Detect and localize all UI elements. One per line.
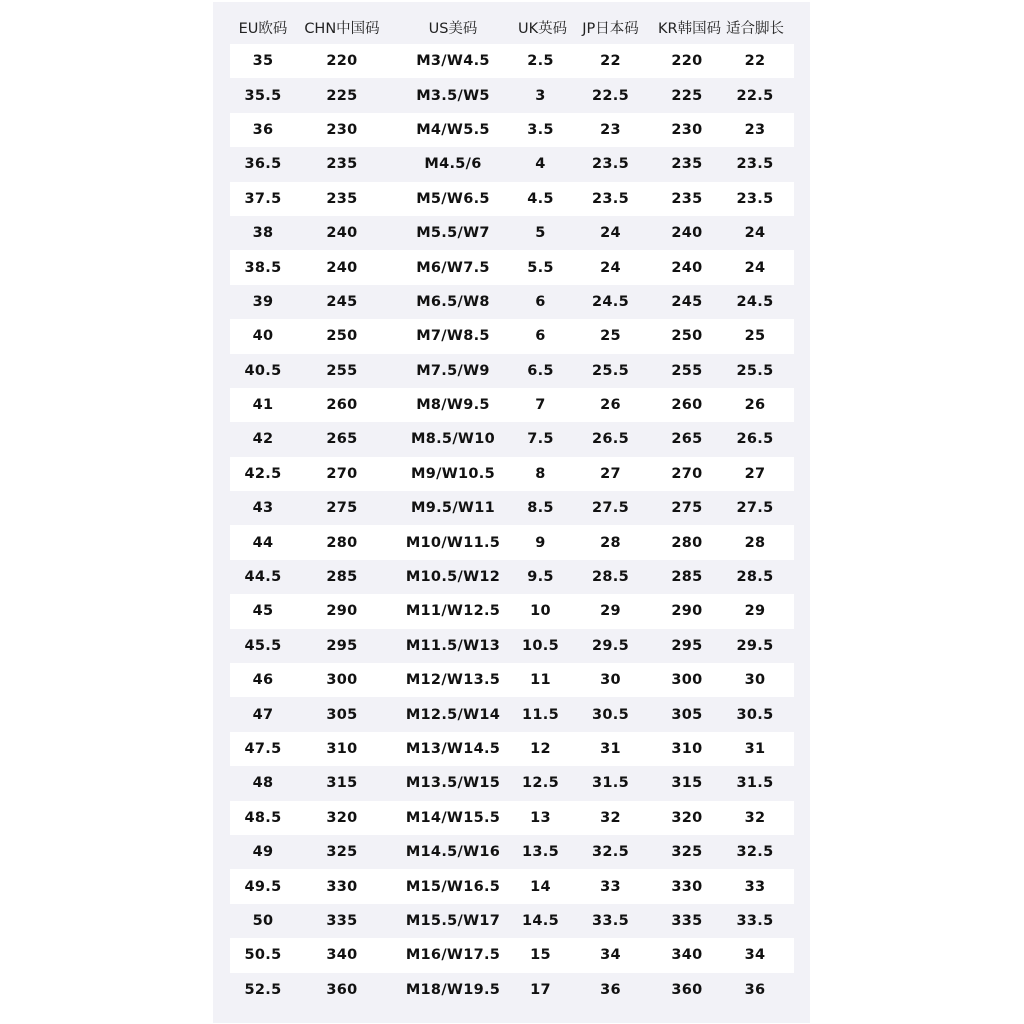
cell-foot-length: 24: [744, 225, 766, 242]
cell-uk: 13.5: [522, 844, 559, 861]
cell-foot-length: 34: [744, 947, 766, 964]
cell-kr: 280: [671, 534, 703, 551]
cell-kr: 220: [671, 53, 703, 70]
cell-chn: 270: [326, 465, 358, 482]
table-row: [230, 697, 794, 731]
cell-eu: 49: [252, 844, 274, 861]
cell-foot-length: 23.5: [736, 156, 774, 173]
cell-us: M4/W5.5: [416, 121, 490, 138]
cell-jp: 29: [600, 603, 621, 620]
cell-chn: 320: [326, 809, 358, 826]
cell-kr: 260: [671, 397, 703, 414]
table-row: [230, 869, 794, 903]
cell-kr: 325: [671, 844, 703, 861]
cell-kr: 255: [671, 362, 703, 379]
cell-chn: 300: [326, 672, 358, 689]
cell-uk: 14.5: [522, 912, 559, 929]
cell-chn: 310: [326, 741, 358, 757]
cell-eu: 50.5: [244, 947, 282, 964]
cell-chn: 240: [326, 259, 358, 276]
size-chart-table: [230, 10, 794, 1007]
table-header-row: [230, 10, 794, 44]
cell-foot-length: 31.5: [736, 775, 774, 792]
cell-us: M13.5/W15: [405, 775, 501, 792]
cell-kr: 285: [671, 569, 703, 586]
cell-kr: 330: [671, 878, 703, 895]
cell-kr: 300: [671, 672, 703, 689]
cell-us: M8/W9.5: [416, 397, 490, 414]
cell-eu: 40: [252, 328, 274, 345]
cell-kr: 290: [671, 603, 703, 620]
cell-chn: 315: [326, 775, 358, 792]
cell-us: M15.5/W17: [405, 912, 501, 929]
cell-eu: 36.5: [244, 156, 282, 173]
cell-uk: 2.5: [527, 53, 554, 70]
cell-kr: 265: [671, 431, 703, 448]
cell-us: M14.5/W16: [405, 844, 501, 861]
cell-kr: 225: [671, 87, 703, 104]
cell-jp: 31: [600, 741, 621, 757]
cell-foot-length: 26: [744, 397, 766, 414]
cell-eu: 48: [252, 775, 274, 792]
cell-us: M9/W10.5: [411, 465, 495, 482]
header-kr: KR韩国码: [658, 20, 722, 37]
cell-chn: 230: [326, 121, 358, 138]
cell-chn: 235: [326, 190, 358, 207]
table-row: [230, 594, 794, 628]
table-row: [230, 835, 794, 869]
cell-foot-length: 27: [744, 465, 766, 482]
cell-us: M5/W6.5: [416, 190, 490, 207]
cell-uk: 11.5: [522, 706, 559, 723]
cell-kr: 315: [671, 775, 703, 792]
cell-jp: 32.5: [592, 844, 629, 861]
cell-foot-length: 32.5: [736, 844, 774, 861]
cell-kr: 270: [671, 465, 703, 482]
cell-jp: 23: [600, 121, 621, 138]
cell-jp: 23.5: [592, 190, 629, 207]
cell-chn: 260: [326, 397, 358, 414]
cell-uk: 5: [535, 225, 546, 242]
cell-kr: 240: [671, 225, 703, 242]
cell-jp: 24.5: [592, 293, 629, 310]
cell-us: M11.5/W13: [405, 637, 501, 654]
table-row: [230, 801, 794, 835]
cell-jp: 24: [600, 259, 621, 276]
cell-kr: 235: [671, 190, 703, 207]
table-row: [230, 147, 794, 181]
cell-chn: 295: [326, 637, 358, 654]
cell-eu: 44: [252, 534, 274, 551]
cell-foot-length: 26.5: [736, 431, 774, 448]
cell-us: M18/W19.5: [405, 981, 501, 998]
table-row: [230, 44, 794, 78]
cell-eu: 36: [252, 121, 274, 138]
cell-foot-length: 24: [744, 259, 766, 276]
cell-foot-length: 25.5: [736, 362, 774, 379]
cell-jp: 33: [600, 878, 621, 895]
cell-uk: 10: [530, 603, 551, 620]
table-row: [230, 938, 794, 972]
size-chart-panel: [213, 2, 810, 1023]
cell-kr: 250: [671, 328, 703, 345]
cell-uk: 14: [530, 878, 551, 895]
table-row: [230, 491, 794, 525]
cell-eu: 40.5: [244, 362, 282, 379]
cell-uk: 10.5: [522, 637, 559, 654]
cell-foot-length: 33.5: [736, 912, 774, 929]
cell-uk: 3: [535, 87, 546, 104]
cell-eu: 37.5: [244, 190, 282, 207]
cell-uk: 8: [535, 465, 546, 482]
cell-foot-length: 23: [744, 121, 766, 138]
cell-uk: 6: [535, 328, 546, 345]
cell-chn: 305: [326, 706, 358, 723]
cell-chn: 225: [326, 87, 358, 104]
cell-uk: 4.5: [527, 190, 554, 207]
cell-eu: 38.5: [244, 259, 282, 276]
table-row: [230, 422, 794, 456]
cell-eu: 44.5: [244, 569, 282, 586]
table-row: [230, 78, 794, 112]
cell-eu: 35: [252, 53, 274, 70]
cell-kr: 360: [671, 981, 703, 998]
cell-foot-length: 23.5: [736, 190, 774, 207]
cell-eu: 41: [252, 397, 274, 414]
cell-jp: 22: [600, 53, 621, 70]
cell-uk: 11: [530, 672, 551, 689]
cell-kr: 305: [671, 706, 703, 723]
header-us: US美码: [428, 20, 478, 37]
cell-uk: 9: [535, 534, 546, 551]
table-row: [230, 113, 794, 147]
cell-kr: 295: [671, 637, 703, 654]
cell-uk: 5.5: [527, 259, 554, 276]
cell-chn: 250: [326, 328, 358, 345]
cell-eu: 45.5: [244, 637, 282, 654]
cell-us: M6/W7.5: [416, 259, 490, 276]
cell-uk: 3.5: [527, 121, 554, 138]
cell-uk: 12: [530, 741, 551, 757]
table-row: [230, 354, 794, 388]
cell-foot-length: 28: [744, 534, 766, 551]
table-row: [230, 629, 794, 663]
cell-jp: 23.5: [592, 156, 629, 173]
cell-foot-length: 24.5: [736, 293, 774, 310]
cell-chn: 240: [326, 225, 358, 242]
cell-foot-length: 29: [744, 603, 766, 620]
cell-foot-length: 32: [744, 809, 766, 826]
cell-us: M6.5/W8: [416, 293, 490, 310]
cell-jp: 24: [600, 225, 621, 242]
cell-kr: 335: [671, 912, 703, 929]
cell-jp: 29.5: [592, 637, 629, 654]
cell-us: M16/W17.5: [405, 947, 501, 964]
cell-foot-length: 30: [744, 672, 766, 689]
table-body: [230, 44, 794, 1007]
table-row: [230, 732, 794, 766]
cell-uk: 15: [530, 947, 551, 964]
cell-chn: 235: [326, 156, 358, 173]
cell-eu: 47.5: [244, 741, 282, 757]
cell-jp: 36: [600, 981, 621, 998]
cell-us: M13/W14.5: [405, 741, 501, 757]
cell-foot-length: 29.5: [736, 637, 774, 654]
table-row: [230, 560, 794, 594]
cell-chn: 275: [326, 500, 358, 517]
cell-chn: 340: [326, 947, 358, 964]
cell-foot-length: 36: [744, 981, 766, 998]
cell-kr: 340: [671, 947, 703, 964]
cell-us: M9.5/W11: [411, 500, 495, 517]
cell-chn: 335: [326, 912, 358, 929]
cell-foot-length: 22.5: [736, 87, 774, 104]
cell-foot-length: 27.5: [736, 500, 774, 517]
cell-uk: 17: [530, 981, 551, 998]
cell-eu: 43: [252, 500, 274, 517]
cell-kr: 235: [671, 156, 703, 173]
cell-eu: 38: [252, 225, 274, 242]
cell-us: M4.5/6: [424, 156, 482, 173]
cell-us: M10.5/W12: [405, 569, 501, 586]
cell-kr: 230: [671, 121, 703, 138]
cell-foot-length: 30.5: [736, 706, 774, 723]
cell-kr: 310: [671, 741, 703, 757]
cell-foot-length: 33: [744, 878, 766, 895]
cell-jp: 32: [600, 809, 621, 826]
cell-us: M10/W11.5: [405, 534, 501, 551]
cell-uk: 9.5: [527, 569, 554, 586]
table-row: [230, 525, 794, 559]
header-uk: UK英码: [518, 20, 568, 37]
cell-chn: 325: [326, 844, 358, 861]
cell-us: M15/W16.5: [405, 878, 501, 895]
table-row: [230, 457, 794, 491]
cell-eu: 45: [252, 603, 274, 620]
cell-jp: 30.5: [592, 706, 629, 723]
cell-foot-length: 31: [744, 741, 766, 757]
cell-eu: 42: [252, 431, 274, 448]
table-row: [230, 285, 794, 319]
cell-us: M3/W4.5: [416, 53, 490, 70]
cell-us: M7/W8.5: [416, 328, 490, 345]
cell-jp: 26: [600, 397, 621, 414]
cell-uk: 7.5: [527, 431, 554, 448]
cell-uk: 6.5: [527, 362, 554, 379]
cell-chn: 285: [326, 569, 358, 586]
cell-jp: 33.5: [592, 912, 629, 929]
cell-jp: 28: [600, 534, 621, 551]
cell-us: M11/W12.5: [405, 603, 501, 620]
table-row: [230, 663, 794, 697]
cell-chn: 360: [326, 981, 358, 998]
cell-us: M5.5/W7: [416, 225, 490, 242]
header-eu: EU欧码: [238, 20, 288, 37]
table-row: [230, 388, 794, 422]
cell-jp: 30: [600, 672, 621, 689]
cell-foot-length: 25: [744, 328, 766, 345]
cell-us: M3.5/W5: [416, 87, 490, 104]
table-row: [230, 216, 794, 250]
cell-jp: 25: [600, 328, 621, 345]
cell-chn: 330: [326, 878, 358, 895]
cell-jp: 27: [600, 465, 621, 482]
cell-eu: 42.5: [244, 465, 282, 482]
cell-jp: 34: [600, 947, 621, 964]
cell-eu: 48.5: [244, 809, 282, 826]
cell-uk: 13: [530, 809, 551, 826]
cell-uk: 8.5: [527, 500, 554, 517]
table-row: [230, 182, 794, 216]
cell-jp: 28.5: [592, 569, 629, 586]
cell-us: M8.5/W10: [411, 431, 495, 448]
cell-eu: 47: [252, 706, 274, 723]
cell-kr: 245: [671, 293, 703, 310]
cell-eu: 52.5: [244, 981, 282, 998]
cell-us: M12.5/W14: [405, 706, 501, 723]
cell-chn: 290: [326, 603, 358, 620]
cell-chn: 245: [326, 293, 358, 310]
header-jp: JP日本码: [582, 20, 639, 37]
header-foot-length: 适合脚长: [726, 20, 784, 37]
cell-eu: 46: [252, 672, 274, 689]
cell-us: M12/W13.5: [405, 672, 501, 689]
table-row: [230, 973, 794, 1007]
table-row: [230, 904, 794, 938]
table-row: [230, 250, 794, 284]
header-chn: CHN中国码: [304, 20, 380, 37]
cell-jp: 25.5: [592, 362, 629, 379]
cell-jp: 26.5: [592, 431, 629, 448]
cell-jp: 22.5: [592, 87, 629, 104]
cell-us: M14/W15.5: [405, 809, 501, 826]
cell-foot-length: 28.5: [736, 569, 774, 586]
cell-uk: 12.5: [522, 775, 559, 792]
cell-eu: 49.5: [244, 878, 282, 895]
cell-eu: 50: [252, 912, 274, 929]
cell-uk: 4: [535, 156, 546, 173]
cell-chn: 265: [326, 431, 358, 448]
cell-eu: 39: [252, 293, 274, 310]
cell-jp: 27.5: [592, 500, 629, 517]
cell-us: M7.5/W9: [416, 362, 490, 379]
cell-chn: 255: [326, 362, 358, 379]
cell-uk: 6: [535, 293, 546, 310]
cell-chn: 280: [326, 534, 358, 551]
cell-chn: 220: [326, 53, 358, 70]
cell-kr: 275: [671, 500, 703, 517]
table-row: [230, 766, 794, 800]
cell-jp: 31.5: [592, 775, 629, 792]
cell-foot-length: 22: [744, 53, 766, 70]
table-row: [230, 319, 794, 353]
cell-uk: 7: [535, 397, 546, 414]
cell-eu: 35.5: [244, 87, 282, 104]
cell-kr: 320: [671, 809, 703, 826]
cell-kr: 240: [671, 259, 703, 276]
